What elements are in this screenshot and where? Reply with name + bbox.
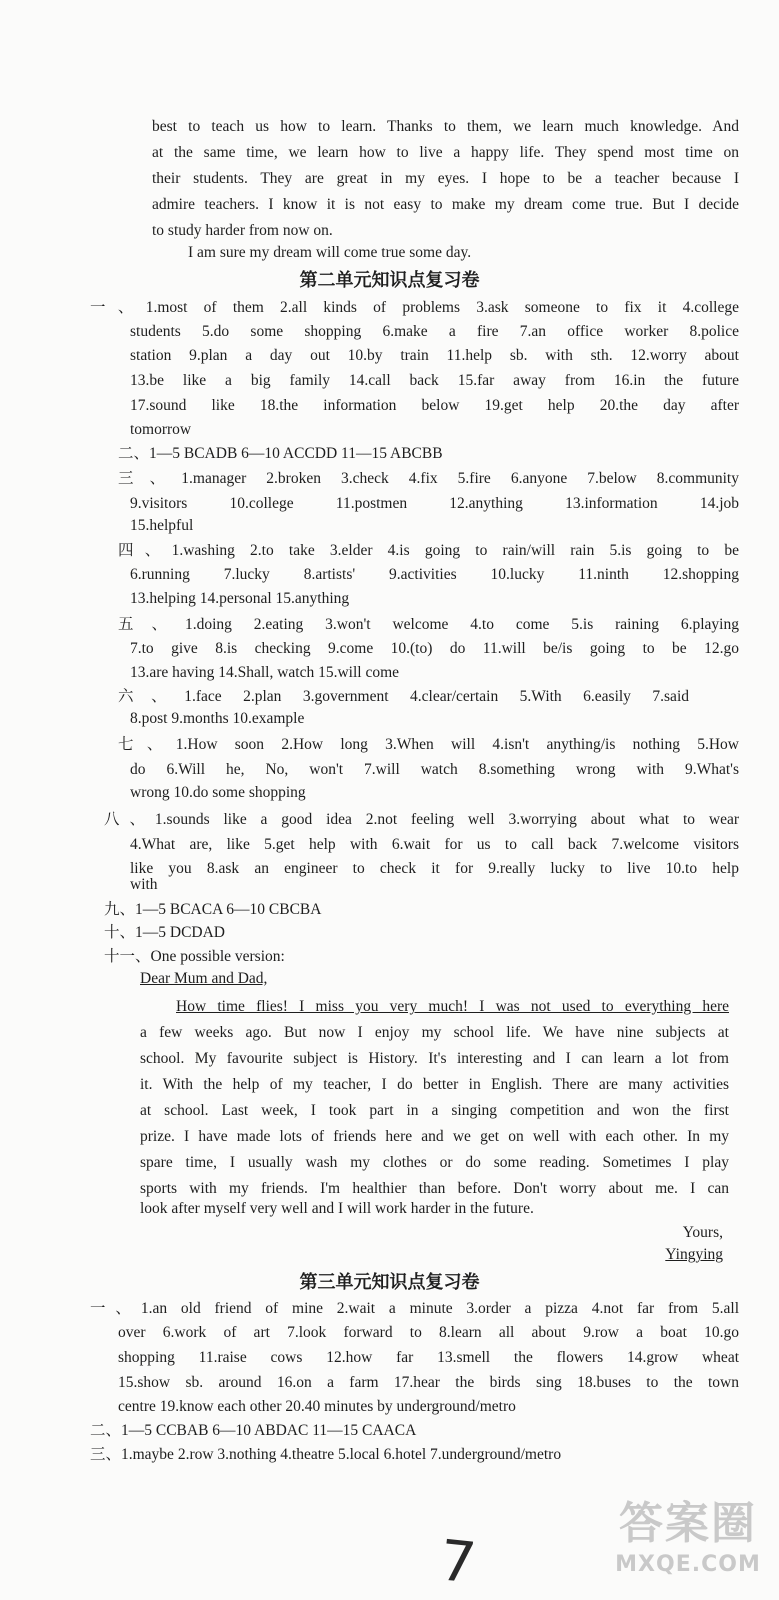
site-watermark bbox=[603, 1496, 773, 1596]
answer-line: 13.be like a big family 14.call back 15.far away from 16.in the future bbox=[130, 372, 739, 389]
intro-line: to study harder from now on. bbox=[152, 222, 333, 239]
answer-line: 五、1.doing 2.eating 3.won't welcome 4.to come 5.is raining 6.playing bbox=[118, 616, 739, 633]
answer-line: wrong 10.do some shopping bbox=[130, 784, 306, 801]
answer-line: 8.post 9.months 10.example bbox=[130, 710, 305, 727]
intro-last-line: I am sure my dream will come true some day. bbox=[188, 244, 472, 261]
answer-line: 四、1.washing 2.to take 3.elder 4.is going to rain/will rain 5.is going to be bbox=[118, 542, 739, 559]
answer-line: 三、1.manager 2.broken 3.check 4.fix 5.fire 6.anyone 7.below 8.community bbox=[118, 470, 739, 487]
answer-line: 13.are having 14.Shall, watch 15.will come bbox=[130, 664, 400, 681]
letter-line: How time flies! I miss you very much! I was not used to everything here bbox=[176, 998, 729, 1015]
answer-line: with bbox=[130, 876, 158, 893]
answer-line: 17.sound like 18.the information below 19.get help 20.the day after bbox=[130, 397, 739, 414]
letter-signature: Yingying bbox=[665, 1246, 723, 1263]
answer-line: 十、1—5 DCDAD bbox=[104, 924, 225, 941]
answer-line: 4.What are, like 5.get help with 6.wait for us to call back 7.welcome visitors bbox=[130, 836, 739, 853]
answer-line: do 6.Will he, No, won't 7.will watch 8.something wrong with 9.What's bbox=[130, 761, 739, 778]
answer-line: 九、1—5 BCACA 6—10 CBCBA bbox=[104, 901, 322, 918]
intro-line: best to teach us how to learn. Thanks to them, we learn much knowledge. And bbox=[152, 118, 739, 135]
answer-line: 13.helping 14.personal 15.anything bbox=[130, 590, 350, 607]
answer-line: 7.to give 8.is checking 9.come 10.(to) do 11.will be/is going to be 12.go bbox=[130, 640, 739, 657]
answer-line: 七、1.How soon 2.How long 3.When will 4.isn't anything/is nothing 5.How bbox=[118, 736, 739, 753]
answer-line: station 9.plan a day out 10.by train 11.help sb. with sth. 12.worry about bbox=[130, 347, 739, 364]
answer-line: 三、1.maybe 2.row 3.nothing 4.theatre 5.local 6.hotel 7.underground/metro bbox=[90, 1446, 562, 1463]
answer-line: students 5.do some shopping 6.make a fire 7.an office worker 8.police bbox=[130, 323, 739, 340]
answer-line: over 6.work of art 7.look forward to 8.learn all about 9.row a boat 10.go bbox=[118, 1324, 739, 1341]
answer-line: tomorrow bbox=[130, 421, 192, 438]
letter-closing: Yours, bbox=[682, 1224, 723, 1241]
answer-line: 二、1—5 CCBAB 6—10 ABDAC 11—15 CAACA bbox=[90, 1422, 417, 1439]
answer-line: 6.running 7.lucky 8.artists' 9.activities 10.lucky 11.ninth 12.shopping bbox=[130, 566, 739, 583]
unit2-heading: 第二单元知识点复习卷 bbox=[299, 270, 480, 291]
answer-line: 15.helpful bbox=[130, 517, 194, 534]
answer-line: 一、1.most of them 2.all kinds of problems 3.ask someone to fix it 4.college bbox=[90, 299, 739, 316]
intro-line: admire teachers. I know it is not easy to make my dream come true. But I decide bbox=[152, 196, 739, 213]
answer-line: 9.visitors 10.college 11.postmen 12.anything 13.information 14.job bbox=[130, 495, 739, 512]
answer-line: centre 19.know each other 20.40 minutes by underground/metro bbox=[118, 1398, 516, 1415]
intro-line: at the same time, we learn how to live a happy life. They spend most time on bbox=[152, 144, 739, 161]
letter-line: spare time, I usually wash my clothes or do some reading. Sometimes I play bbox=[140, 1154, 729, 1171]
watermark-logo-text: 答案圈 bbox=[619, 1498, 757, 1549]
answer-line: 二、1—5 BCADB 6—10 ACCDD 11—15 ABCBB bbox=[118, 445, 443, 462]
answer-line: 15.show sb. around 16.on a farm 17.hear the birds sing 18.buses to the town bbox=[118, 1374, 739, 1391]
intro-line: their students. They are great in my eyes. I hope to be a teacher because I bbox=[152, 170, 739, 187]
answer-line: 八、1.sounds like a good idea 2.not feeling well 3.worrying about what to wear bbox=[104, 811, 739, 828]
page-number: 7 bbox=[436, 1528, 479, 1597]
letter-line: prize. I have made lots of friends here and we get on well with each other. In my bbox=[140, 1128, 729, 1145]
answer-line: like you 8.ask an engineer to check it for 9.really lucky to live 10.to help bbox=[130, 860, 739, 877]
watermark-domain: MXQE.COM bbox=[615, 1552, 761, 1577]
letter-line: school. My favourite subject is History. It's interesting and I can learn a lot from bbox=[140, 1050, 729, 1067]
answer-line: 十一、One possible version: bbox=[104, 948, 285, 965]
answer-line: 一、1.an old friend of mine 2.wait a minute 3.order a pizza 4.not far from 5.all bbox=[90, 1300, 739, 1317]
answer-line: 六、1.face 2.plan 3.government 4.clear/certain 5.With 6.easily 7.said bbox=[118, 688, 689, 705]
letter-line: it. With the help of my teacher, I do better in English. There are many activities bbox=[140, 1076, 729, 1093]
letter-line: a few weeks ago. But now I enjoy my school life. We have nine subjects at bbox=[140, 1024, 729, 1041]
letter-line: at school. Last week, I took part in a singing competition and won the first bbox=[140, 1102, 729, 1119]
unit3-heading: 第三单元知识点复习卷 bbox=[299, 1272, 480, 1293]
answer-line: shopping 11.raise cows 12.how far 13.smell the flowers 14.grow wheat bbox=[118, 1349, 739, 1366]
letter-line: sports with my friends. I'm healthier than before. Don't worry about me. I can bbox=[140, 1180, 729, 1197]
letter-line: look after myself very well and I will work harder in the future. bbox=[140, 1200, 534, 1217]
letter-greeting: Dear Mum and Dad, bbox=[140, 970, 268, 987]
